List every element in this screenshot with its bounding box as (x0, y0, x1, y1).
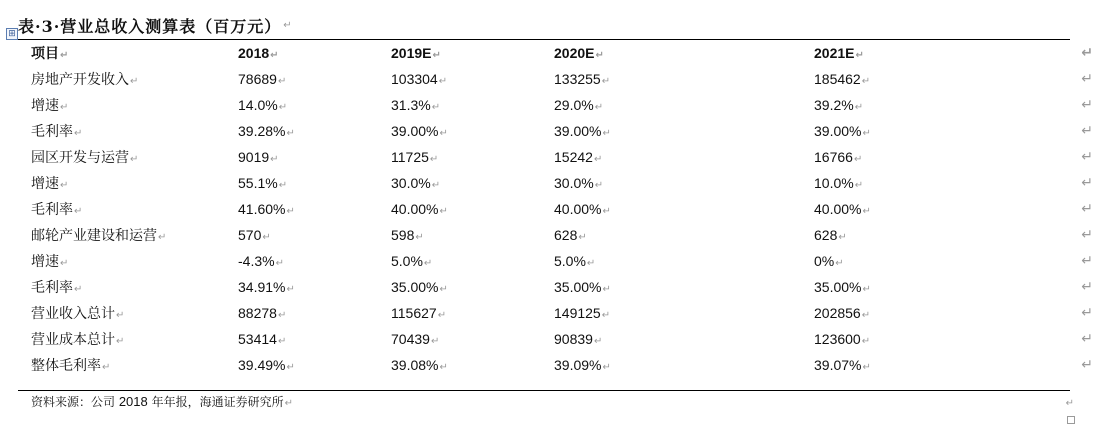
cell-mark-icon: ↵ (601, 310, 611, 321)
table-move-handle-icon[interactable]: ⊞ (6, 28, 18, 40)
value-text: 39.28% (238, 123, 286, 139)
value-cell (554, 170, 814, 196)
table-bottom-rule (18, 390, 1070, 391)
value-cell (238, 352, 391, 378)
value-text: 628 (554, 227, 578, 243)
value-text: 34.91% (238, 279, 286, 295)
value-cell (391, 196, 554, 222)
value-cell (554, 66, 814, 92)
cell-mark-icon: ↵ (158, 232, 167, 243)
value-cell (391, 144, 554, 170)
table-row (18, 326, 1095, 352)
table-row (18, 222, 1095, 248)
row-label-text: 营业成本总计 (31, 332, 115, 348)
value-text: 30.0% (554, 175, 594, 191)
cell-mark-icon: ↵ (853, 154, 863, 165)
value-text: 123600 (814, 331, 861, 347)
table-row (18, 274, 1095, 300)
value-text: 39.08% (391, 357, 439, 373)
value-text: 39.2% (814, 97, 854, 113)
table-caption-text: 表·3·营业总收入测算表（百万元） (18, 16, 282, 36)
row-label-text: 房地产开发收入 (31, 72, 129, 88)
column-header-year (391, 40, 554, 66)
value-cell (814, 300, 1044, 326)
value-text: -4.3% (238, 253, 275, 269)
value-text: 11725 (391, 149, 429, 165)
value-cell (814, 118, 1044, 144)
value-text: 39.49% (238, 357, 286, 373)
cell-mark-icon: ↵ (60, 102, 69, 113)
table-row (18, 248, 1095, 274)
row-end-mark-icon: ↵ (1081, 305, 1093, 321)
row-label-cell (18, 248, 238, 274)
value-cell (814, 274, 1044, 300)
cell-mark-icon: ↵ (861, 76, 871, 87)
value-cell (391, 326, 554, 352)
value-cell (554, 144, 814, 170)
value-text: 41.60% (238, 201, 286, 217)
row-label-cell (18, 170, 238, 196)
source-year: 2018 (118, 394, 148, 409)
value-cell (554, 196, 814, 222)
value-text: 29.0% (554, 97, 594, 113)
source-prefix: 资料来源：公司 (31, 395, 119, 409)
value-text: 35.00% (391, 279, 439, 295)
value-text: 39.00% (391, 123, 439, 139)
row-end-mark-icon: ↵ (1081, 357, 1093, 373)
value-cell (238, 170, 391, 196)
row-end-mark-icon: ↵ (1081, 227, 1093, 243)
cell-mark-icon: ↵ (130, 76, 139, 87)
cell-mark-icon: ↵ (286, 206, 295, 217)
value-text: 5.0% (391, 253, 423, 269)
value-text: 90839 (554, 331, 593, 347)
cell-mark-icon: ↵ (74, 206, 83, 217)
row-end-mark-icon: ↵ (1081, 175, 1093, 191)
value-cell (391, 352, 554, 378)
cell-mark-icon: ↵ (415, 232, 424, 243)
cell-mark-icon: ↵ (429, 154, 439, 165)
cell-mark-icon: ↵ (431, 102, 441, 113)
row-label-cell (18, 66, 238, 92)
cell-mark-icon: ↵ (854, 180, 864, 191)
cell-mark-icon: ↵ (602, 284, 611, 295)
cell-mark-icon: ↵ (602, 362, 611, 373)
value-text: 202856 (814, 305, 861, 321)
value-cell (814, 144, 1044, 170)
cell-mark-icon: ↵ (423, 258, 433, 269)
cell-mark-icon: ↵ (586, 258, 596, 269)
cell-mark-icon: ↵ (835, 258, 844, 269)
value-text: 40.00% (814, 201, 862, 217)
value-text: 149125 (554, 305, 601, 321)
row-label-cell (18, 144, 238, 170)
row-label-cell (18, 196, 238, 222)
paragraph-mark-icon: ↵ (283, 19, 293, 31)
table-row (18, 196, 1095, 222)
cell-mark-icon: ↵ (102, 362, 111, 373)
cell-mark-icon: ↵ (855, 50, 864, 61)
cell-mark-icon: ↵ (116, 310, 125, 321)
value-cell (391, 222, 554, 248)
cell-mark-icon: ↵ (275, 258, 284, 269)
cell-mark-icon: ↵ (60, 258, 69, 269)
row-end-mark-icon: ↵ (1081, 149, 1093, 165)
value-text: 70439 (391, 331, 430, 347)
value-cell (814, 66, 1044, 92)
value-cell (554, 222, 814, 248)
row-label-text: 毛利率 (31, 280, 73, 296)
cell-mark-icon: ↵ (439, 206, 448, 217)
value-text: 133255 (554, 71, 601, 87)
value-text: 30.0% (391, 175, 431, 191)
row-end-mark-icon: ↵ (1081, 71, 1093, 87)
row-label-text: 毛利率 (31, 202, 73, 218)
source-suffix: 年年报，海通证券研究所 (147, 395, 284, 409)
value-cell (238, 274, 391, 300)
row-end-mark-icon: ↵ (1081, 253, 1093, 269)
value-text: 185462 (814, 71, 861, 87)
cell-mark-icon: ↵ (431, 180, 441, 191)
value-cell (238, 118, 391, 144)
row-end-mark-icon: ↵ (1081, 331, 1093, 347)
value-text: 39.00% (554, 123, 602, 139)
value-cell (814, 248, 1044, 274)
value-text: 39.09% (554, 357, 602, 373)
cell-mark-icon: ↵ (277, 76, 287, 87)
table-row (18, 170, 1095, 196)
value-cell (391, 170, 554, 196)
cell-mark-icon: ↵ (439, 362, 448, 373)
cell-mark-icon: ↵ (277, 336, 287, 347)
row-end-mark-icon: ↵ (1081, 123, 1093, 139)
value-cell (238, 66, 391, 92)
cell-mark-icon: ↵ (861, 336, 871, 347)
cell-mark-icon: ↵ (277, 310, 287, 321)
table-caption (18, 12, 293, 38)
column-header-year (554, 40, 814, 66)
cell-mark-icon: ↵ (601, 76, 611, 87)
column-header-item (18, 40, 238, 66)
row-label-text: 整体毛利率 (31, 358, 101, 374)
table-row (18, 300, 1095, 326)
value-cell (554, 274, 814, 300)
source-note (31, 393, 293, 410)
cell-mark-icon: ↵ (286, 362, 295, 373)
cell-mark-icon: ↵ (602, 128, 611, 139)
cell-mark-icon: ↵ (286, 284, 295, 295)
value-cell (814, 352, 1044, 378)
cell-mark-icon: ↵ (862, 284, 871, 295)
value-cell (554, 92, 814, 118)
value-text: 88278 (238, 305, 277, 321)
value-cell (554, 248, 814, 274)
cell-mark-icon: ↵ (862, 206, 871, 217)
value-cell (814, 170, 1044, 196)
row-label-text: 毛利率 (31, 124, 73, 140)
cell-mark-icon: ↵ (439, 284, 448, 295)
column-header-text: 项目 (31, 46, 59, 62)
table-row (18, 66, 1095, 92)
cell-mark-icon: ↵ (593, 336, 603, 347)
cell-mark-icon: ↵ (437, 310, 447, 321)
value-cell (391, 248, 554, 274)
cell-mark-icon: ↵ (854, 102, 864, 113)
row-end-mark-icon: ↵ (1081, 45, 1093, 61)
row-label-cell (18, 274, 238, 300)
row-label-cell (18, 326, 238, 352)
value-cell (554, 300, 814, 326)
value-cell (238, 196, 391, 222)
column-header-text: 2021E (814, 45, 855, 61)
value-text: 15242 (554, 149, 593, 165)
cell-mark-icon: ↵ (60, 50, 69, 61)
value-cell (814, 92, 1044, 118)
value-cell (391, 92, 554, 118)
row-label-cell (18, 352, 238, 378)
cell-mark-icon: ↵ (130, 154, 139, 165)
value-cell (814, 326, 1044, 352)
cell-mark-icon: ↵ (74, 284, 83, 295)
row-label-cell (18, 222, 238, 248)
value-text: 115627 (391, 305, 437, 321)
cell-mark-icon: ↵ (74, 128, 83, 139)
value-text: 5.0% (554, 253, 586, 269)
cell-mark-icon: ↵ (438, 76, 448, 87)
value-cell (391, 274, 554, 300)
cell-mark-icon: ↵ (278, 180, 288, 191)
cell-mark-icon: ↵ (861, 310, 871, 321)
cell-mark-icon: ↵ (439, 128, 448, 139)
value-cell (238, 248, 391, 274)
value-text: 40.00% (554, 201, 602, 217)
column-header-year (814, 40, 1044, 66)
value-text: 35.00% (814, 279, 862, 295)
cell-mark-icon: ↵ (430, 336, 440, 347)
table-header-row (18, 40, 1095, 66)
value-cell (238, 92, 391, 118)
value-text: 9019 (238, 149, 270, 165)
cell-mark-icon: ↵ (862, 362, 871, 373)
cell-mark-icon: ↵ (602, 206, 611, 217)
value-text: 31.3% (391, 97, 431, 113)
table-row (18, 352, 1095, 378)
value-cell (554, 118, 814, 144)
cell-mark-icon: ↵ (432, 50, 441, 61)
value-cell (391, 300, 554, 326)
value-text: 53414 (238, 331, 277, 347)
value-text: 103304 (391, 71, 438, 87)
value-text: 78689 (238, 71, 277, 87)
value-cell (238, 300, 391, 326)
table-row (18, 92, 1095, 118)
value-cell (814, 196, 1044, 222)
column-header-year (238, 40, 391, 66)
row-label-text: 营业收入总计 (31, 306, 115, 322)
value-text: 39.00% (814, 123, 862, 139)
row-label-text: 增速 (31, 176, 59, 192)
row-label-cell (18, 118, 238, 144)
row-label-cell (18, 92, 238, 118)
row-label-text: 增速 (31, 98, 59, 114)
value-text: 0% (814, 253, 835, 269)
value-text: 628 (814, 227, 838, 243)
column-header-text: 2020E (554, 45, 595, 61)
column-header-text: 2018 (238, 45, 270, 61)
table-row (18, 144, 1095, 170)
cell-mark-icon: ↵ (594, 102, 604, 113)
value-text: 570 (238, 227, 262, 243)
cell-mark-icon: ↵ (862, 128, 871, 139)
cell-mark-icon: ↵ (278, 102, 288, 113)
column-header-text: 2019E (391, 45, 432, 61)
value-text: 16766 (814, 149, 853, 165)
value-cell (554, 326, 814, 352)
cell-mark-icon: ↵ (838, 232, 847, 243)
cell-mark-icon: ↵ (578, 232, 587, 243)
value-cell (238, 222, 391, 248)
cell-mark-icon: ↵ (286, 128, 295, 139)
value-cell (238, 144, 391, 170)
row-label-cell (18, 300, 238, 326)
cell-mark-icon: ↵ (594, 180, 604, 191)
value-cell (554, 352, 814, 378)
revenue-table (18, 40, 1095, 378)
table-row (18, 118, 1095, 144)
cell-mark-icon: ↵ (595, 50, 604, 61)
end-of-cell-marker-icon (1067, 416, 1075, 424)
paragraph-mark-icon: ↵ (1065, 398, 1074, 409)
table-body (18, 66, 1095, 378)
cell-mark-icon: ↵ (60, 180, 69, 191)
cell-mark-icon: ↵ (270, 50, 279, 61)
row-label-text: 增速 (31, 254, 59, 270)
value-text: 35.00% (554, 279, 602, 295)
value-cell (391, 66, 554, 92)
cell-mark-icon: ↵ (116, 336, 125, 347)
value-text: 14.0% (238, 97, 278, 113)
paragraph-mark-icon: ↵ (284, 398, 293, 409)
row-label-text: 园区开发与运营 (31, 150, 129, 166)
value-text: 39.07% (814, 357, 862, 373)
row-end-mark-icon: ↵ (1081, 97, 1093, 113)
cell-mark-icon: ↵ (262, 232, 271, 243)
value-cell (814, 222, 1044, 248)
cell-mark-icon: ↵ (593, 154, 603, 165)
row-end-mark-icon: ↵ (1081, 279, 1093, 295)
value-cell (391, 118, 554, 144)
value-text: 40.00% (391, 201, 439, 217)
cell-mark-icon: ↵ (270, 154, 279, 165)
row-label-text: 邮轮产业建设和运营 (31, 228, 157, 244)
value-text: 10.0% (814, 175, 854, 191)
value-text: 598 (391, 227, 415, 243)
row-end-mark-icon: ↵ (1081, 201, 1093, 217)
value-text: 55.1% (238, 175, 278, 191)
value-cell (238, 326, 391, 352)
